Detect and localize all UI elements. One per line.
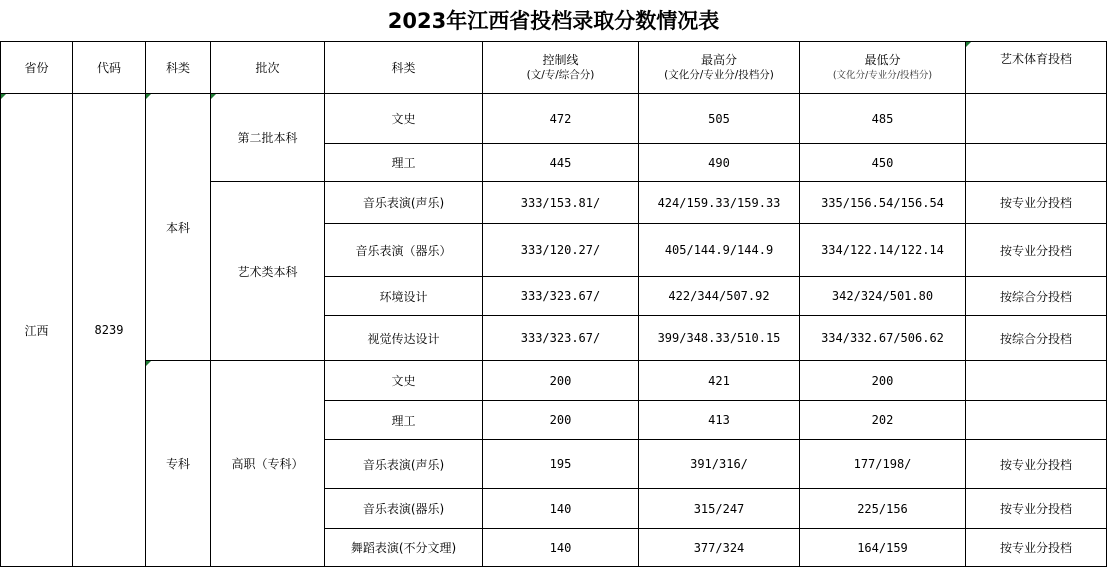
code-cell: 8239: [73, 94, 146, 567]
table-row: [1, 94, 1107, 144]
art-cell: 按综合分投档: [966, 277, 1107, 316]
subject-cell: 理工: [325, 401, 483, 440]
table-row: [1, 361, 1107, 401]
high-cell: 422/344/507.92: [639, 277, 800, 316]
art-cell: 按专业分投档: [966, 529, 1107, 567]
header-province: 省份: [1, 42, 73, 94]
high-cell: 490: [639, 144, 800, 182]
header-lowest-label: 最低分: [864, 53, 901, 67]
control-cell: 333/323.67/: [483, 316, 639, 361]
subject-cell: 环境设计: [325, 277, 483, 316]
subject-cell: 文史: [325, 94, 483, 144]
low-cell: 225/156: [800, 489, 966, 529]
high-cell: 424/159.33/159.33: [639, 182, 800, 224]
art-cell: [966, 144, 1107, 182]
subject-cell: 音乐表演(声乐): [325, 440, 483, 489]
low-cell: 164/159: [800, 529, 966, 567]
control-cell: 140: [483, 489, 639, 529]
subject-cell: 音乐表演(声乐): [325, 182, 483, 224]
subject-cell: 视觉传达设计: [325, 316, 483, 361]
high-cell: 391/316/: [639, 440, 800, 489]
low-cell: 485: [800, 94, 966, 144]
subject-cell: 舞蹈表演(不分文理): [325, 529, 483, 567]
header-row: [1, 42, 1107, 94]
batch-second: 第二批本科: [211, 94, 325, 182]
art-cell: 按专业分投档: [966, 224, 1107, 277]
province-cell: 江西: [1, 94, 73, 567]
control-cell: 472: [483, 94, 639, 144]
high-cell: 405/144.9/144.9: [639, 224, 800, 277]
art-cell: [966, 361, 1107, 401]
low-cell: 334/332.67/506.62: [800, 316, 966, 361]
header-control-line-sub: (文/专/综合分): [526, 69, 595, 81]
header-highest-label: 最高分: [700, 53, 737, 67]
low-cell: 450: [800, 144, 966, 182]
high-cell: 399/348.33/510.15: [639, 316, 800, 361]
control-cell: 140: [483, 529, 639, 567]
low-cell: 177/198/: [800, 440, 966, 489]
control-cell: 200: [483, 401, 639, 440]
header-subject: 科类: [325, 42, 483, 94]
subject-cell: 音乐表演(器乐): [325, 489, 483, 529]
header-lowest-sub: (文化分/专业分/投档分): [832, 70, 933, 81]
subject-cell: 音乐表演（器乐）: [325, 224, 483, 277]
batch-art: 艺术类本科: [211, 182, 325, 361]
high-cell: 413: [639, 401, 800, 440]
header-art-sports: 艺术体育投档: [966, 42, 1107, 94]
batch-vocational: 高职（专科）: [211, 361, 325, 567]
header-highest: [639, 42, 800, 94]
control-cell: 445: [483, 144, 639, 182]
low-cell: 335/156.54/156.54: [800, 182, 966, 224]
header-code: 代码: [73, 42, 146, 94]
header-lowest: [800, 42, 966, 94]
control-cell: 200: [483, 361, 639, 401]
control-cell: 333/323.67/: [483, 277, 639, 316]
art-cell: 按专业分投档: [966, 440, 1107, 489]
high-cell: 315/247: [639, 489, 800, 529]
header-category: 科类: [146, 42, 211, 94]
score-table: [0, 41, 1107, 567]
control-cell: 333/153.81/: [483, 182, 639, 224]
low-cell: 202: [800, 401, 966, 440]
high-cell: 377/324: [639, 529, 800, 567]
high-cell: 421: [639, 361, 800, 401]
category-undergrad: 本科: [146, 94, 211, 361]
high-cell: 505: [639, 94, 800, 144]
header-control-line: [483, 42, 639, 94]
art-cell: [966, 401, 1107, 440]
art-cell: 按专业分投档: [966, 489, 1107, 529]
art-cell: 按综合分投档: [966, 316, 1107, 361]
page-title: 2023年江西省投档录取分数情况表: [387, 9, 720, 33]
control-cell: 333/120.27/: [483, 224, 639, 277]
header-control-line-label: 控制线: [542, 53, 579, 67]
low-cell: 200: [800, 361, 966, 401]
category-junior: 专科: [146, 361, 211, 567]
subject-cell: 文史: [325, 361, 483, 401]
art-cell: [966, 94, 1107, 144]
header-batch: 批次: [211, 42, 325, 94]
control-cell: 195: [483, 440, 639, 489]
art-cell: 按专业分投档: [966, 182, 1107, 224]
header-highest-sub: (文化分/专业分/投档分): [664, 69, 774, 81]
subject-cell: 理工: [325, 144, 483, 182]
low-cell: 342/324/501.80: [800, 277, 966, 316]
low-cell: 334/122.14/122.14: [800, 224, 966, 277]
